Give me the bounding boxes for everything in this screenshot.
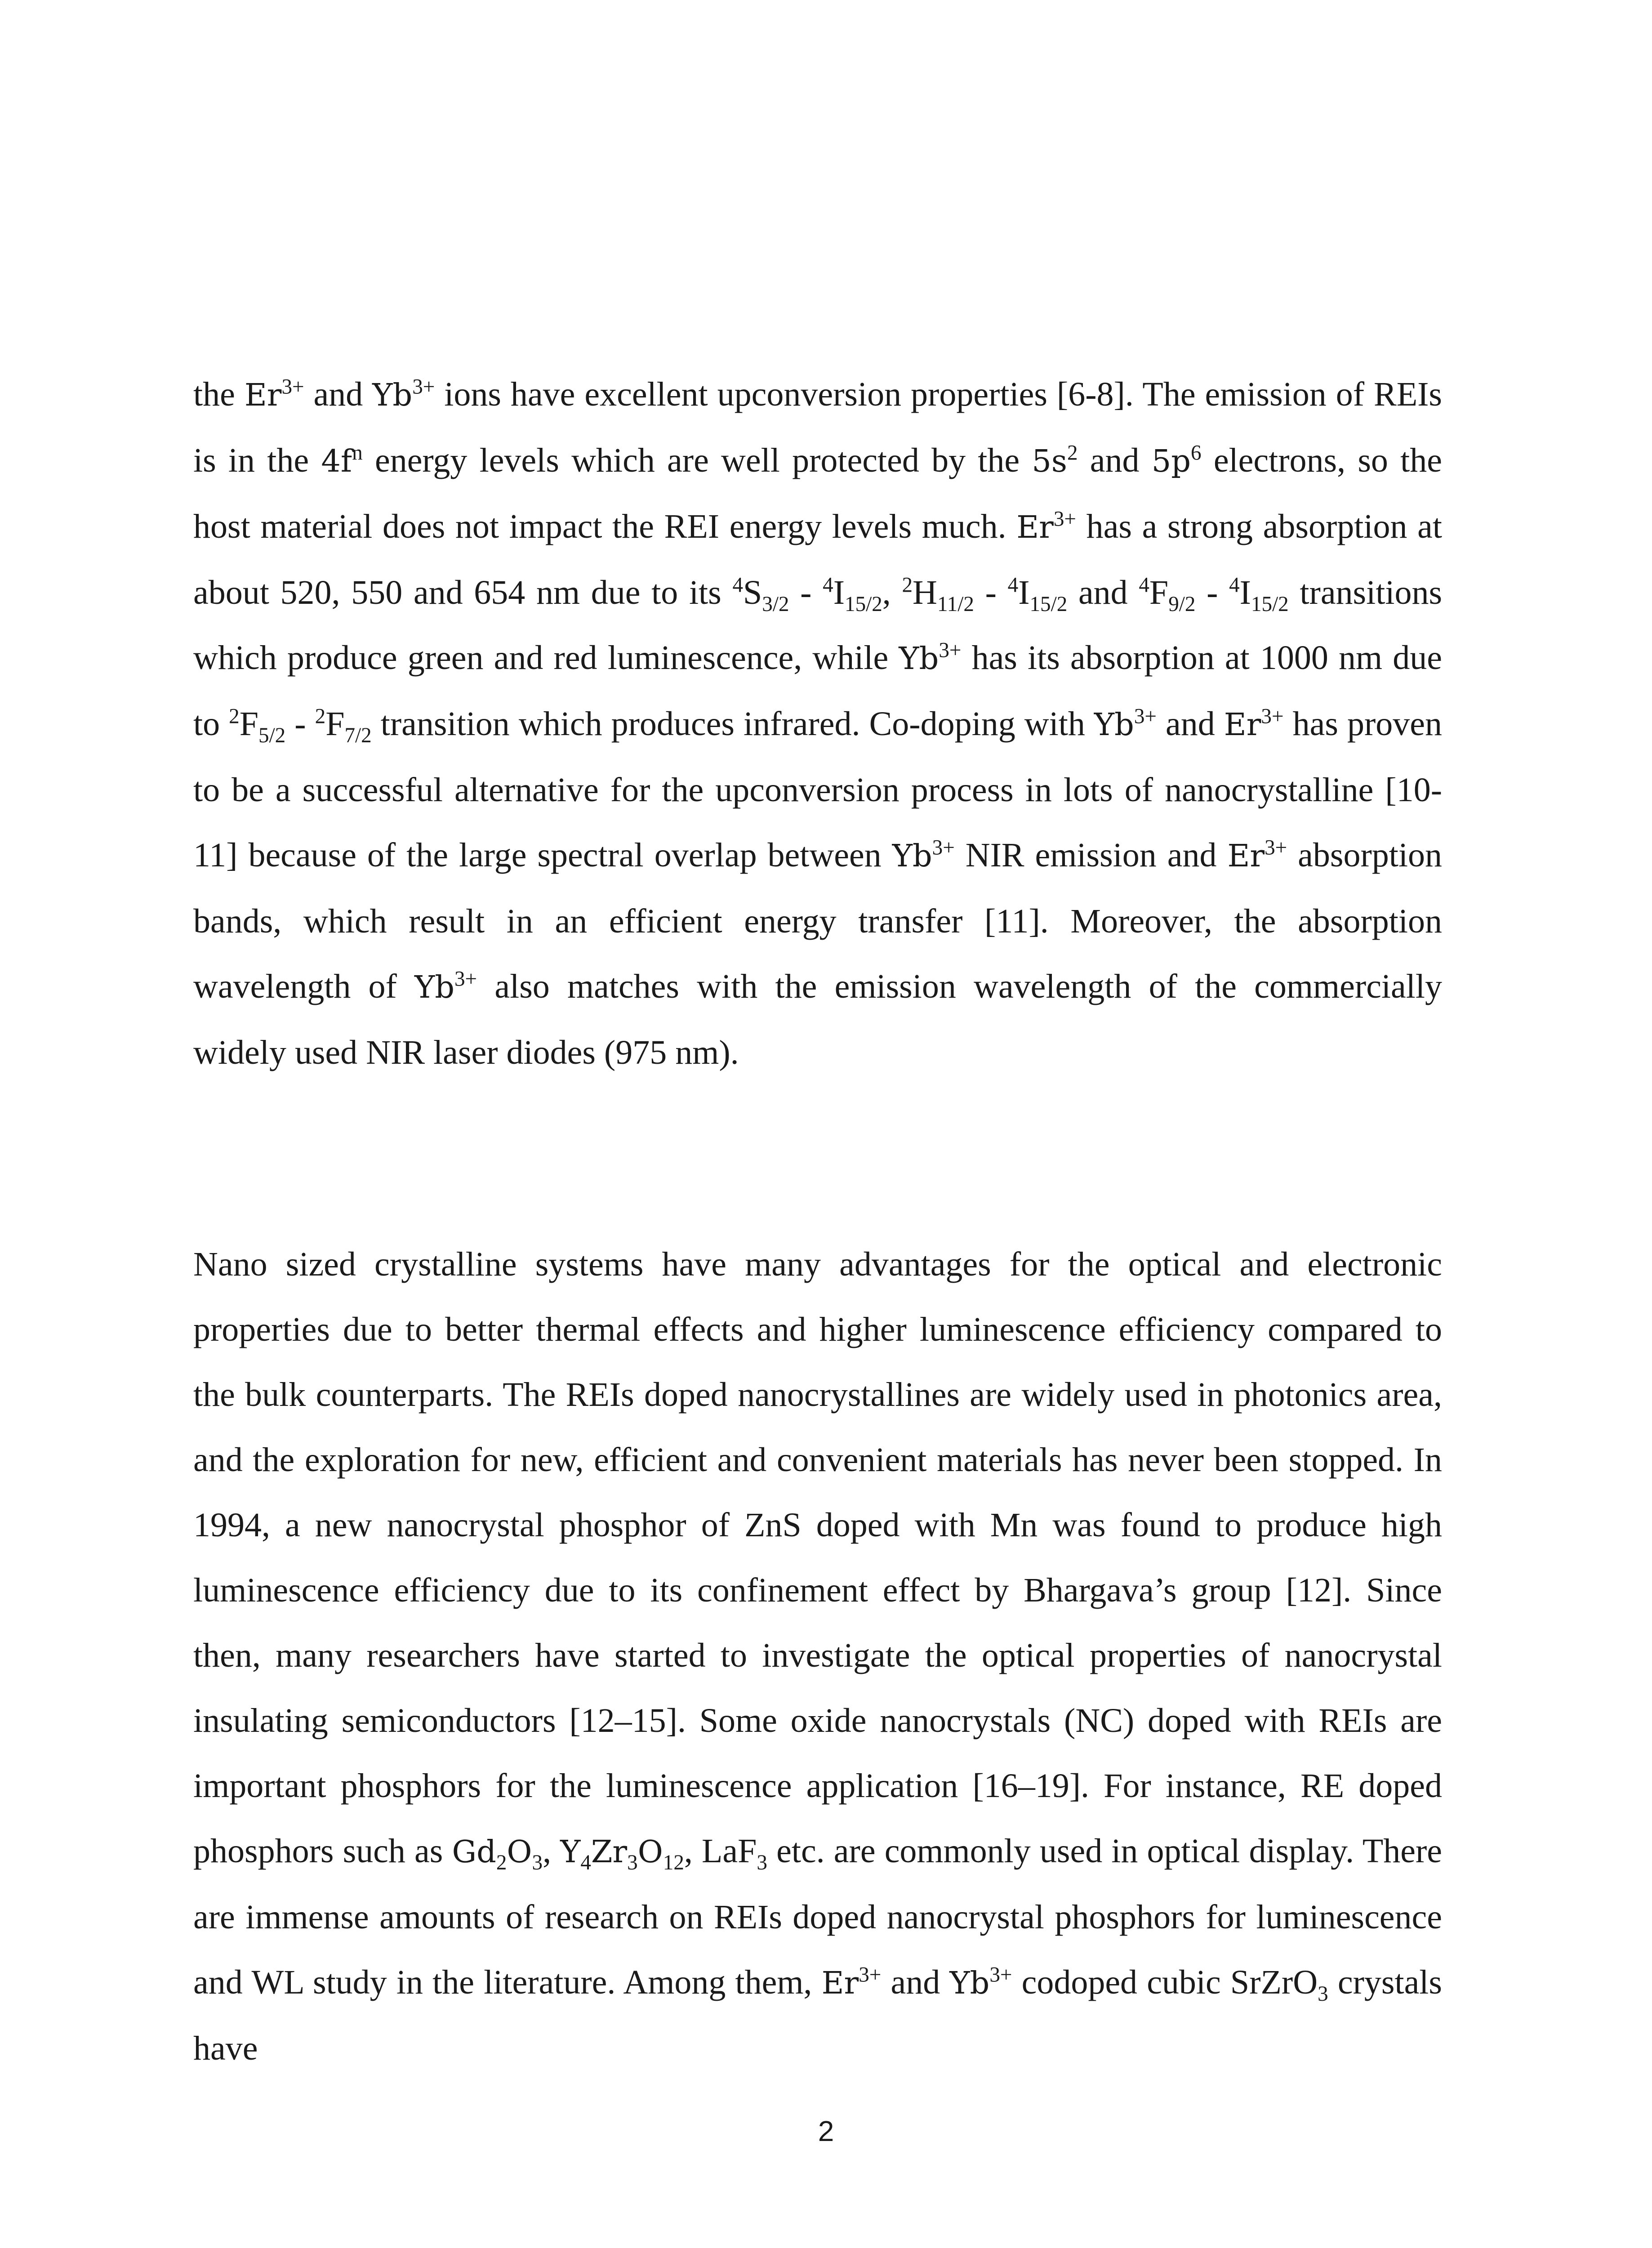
superscript: 4 (1007, 573, 1019, 597)
math-symbol: O (637, 1834, 663, 1870)
text-run: etc. are commonly used in optical display. There are immense amounts of research on REIs doped nanocrystal phosphors for luminescence and WL study in the literature. Among them, (193, 1832, 1443, 2001)
math-symbol: Er (1224, 707, 1261, 743)
subscript: 15/2 (845, 593, 882, 616)
text-run: has its absorption at 1000 nm due to (193, 639, 1442, 743)
subscript: 12 (663, 1851, 684, 1875)
superscript: 2 (1067, 441, 1078, 465)
text-run: I (833, 574, 845, 611)
text-run: and (1078, 442, 1152, 479)
text-run: crystals have (193, 1963, 1442, 2067)
superscript: 3+ (412, 375, 435, 399)
text-run: F (325, 705, 345, 743)
math-symbol: Yb (892, 839, 932, 874)
text-run: codoped cubic SrZrO (1012, 1963, 1318, 2001)
superscript: n (352, 441, 363, 465)
text-run: NIR emission and (954, 836, 1228, 874)
math-symbol: Yb (1094, 707, 1134, 743)
text-run: F (1149, 574, 1169, 611)
text-run: absorption bands, which result in an efficient energy transfer [11]. Moreover, the absorption wavelength of (193, 836, 1442, 1005)
text-run: I (1239, 574, 1251, 611)
superscript: 4 (823, 573, 833, 597)
text-run: and (1156, 705, 1224, 743)
superscript: 3+ (989, 1963, 1012, 1987)
subscript: 5/2 (258, 724, 286, 748)
subscript: 3 (1318, 1982, 1328, 2006)
text-run: , LaF (684, 1832, 757, 1870)
text-run: the (193, 375, 245, 413)
math-symbol: Er (244, 378, 282, 413)
superscript: 2 (229, 705, 240, 728)
text-run: transitions which produce green and red luminescence, while (193, 574, 1443, 677)
text-run: also matches with the emission wavelength of the commercially widely used NIR laser diodes (975 nm). (193, 968, 1442, 1071)
text-run: , (543, 1832, 561, 1870)
text-run: ions have excellent upconversion properties [6-8]. The emission of REIs is in the (193, 375, 1442, 479)
text-run: , (882, 574, 902, 611)
math-symbol: Er (821, 1966, 859, 2001)
body-paragraph-2 (193, 1232, 1442, 2081)
superscript: 3+ (1261, 705, 1284, 728)
text-run: - (789, 574, 823, 611)
text-run: - (974, 574, 1008, 611)
text-run: - (285, 705, 315, 743)
superscript: 2 (902, 573, 913, 597)
superscript: 6 (1191, 441, 1202, 465)
subscript: 15/2 (1029, 593, 1068, 616)
math-symbol: Yb (899, 641, 939, 677)
math-symbol: 5s (1032, 444, 1067, 479)
subscript: 3 (757, 1851, 767, 1875)
superscript: 4 (1229, 573, 1240, 597)
text-run: electrons, so the host material does not impact the REI energy levels much. (193, 442, 1443, 545)
text-run: and (881, 1963, 950, 2001)
text-run: and (304, 375, 373, 413)
math-symbol: O (507, 1834, 532, 1870)
subscript: 11/2 (937, 593, 974, 616)
math-symbol: Yb (372, 378, 413, 413)
superscript: 2 (315, 705, 326, 728)
text-run: has proven to be a successful alternative for the upconversion process in lots of nanocrystalline [10-11] because of the large spectral overlap between (193, 705, 1442, 874)
superscript: 3+ (932, 836, 955, 860)
text-run: F (239, 705, 259, 743)
math-symbol: 4f (321, 444, 352, 479)
page-number: 2 (818, 2115, 834, 2147)
math-symbol: Gd (452, 1834, 496, 1870)
superscript: 3+ (939, 638, 962, 662)
subscript: 3/2 (762, 593, 789, 616)
superscript: 4 (1139, 573, 1149, 597)
text-run: and (1067, 574, 1139, 611)
math-symbol: Zr (591, 1834, 628, 1870)
math-symbol: Yb (414, 970, 454, 1005)
superscript: 3+ (859, 1963, 882, 1987)
subscript: 4 (580, 1851, 591, 1875)
text-run: energy levels which are well protected by the (362, 442, 1032, 479)
subscript: 2 (496, 1851, 507, 1875)
text-run: Nano sized crystalline systems have many advantages for the optical and electronic properties due to better thermal effects and higher luminescence efficiency compared to the bulk counterparts. The REIs doped nanocrystallines are widely used in photonics area, and the exploration for new, efficient and convenient materials has never been stopped. In 1994, a new nanocrystal phosphor of ZnS doped with Mn was found to produce high luminescence efficiency due to its confinement effect by Bhargava’s group [12]. Since then, many researchers have started to investigate the optical properties of nanocrystal insulating semiconductors [12–15]. Some oxide nanocrystals (NC) doped with REIs are important phosphors for the luminescence application [16–19]. For instance, RE doped phosphors such as (193, 1245, 1442, 1870)
math-symbol: Y (560, 1834, 581, 1870)
superscript: 3+ (454, 967, 477, 991)
superscript: 4 (732, 573, 743, 597)
subscript: 3 (532, 1851, 543, 1875)
math-symbol: Er (1227, 839, 1265, 874)
text-run: S (743, 574, 762, 611)
text-run: has a strong absorption at about 520, 550 and 654 nm due to its (193, 508, 1442, 611)
body-paragraph-1 (193, 362, 1442, 1085)
text-run: H (913, 574, 937, 611)
math-symbol: 5p (1151, 444, 1191, 479)
subscript: 15/2 (1251, 593, 1289, 616)
math-symbol: Er (1016, 510, 1054, 545)
superscript: 3+ (1134, 705, 1157, 728)
subscript: 7/2 (344, 724, 372, 748)
subscript: 9/2 (1168, 593, 1196, 616)
superscript: 3+ (1053, 507, 1076, 531)
text-run: I (1018, 574, 1030, 611)
superscript: 3+ (1265, 836, 1287, 860)
text-run: - (1195, 574, 1229, 611)
math-symbol: Yb (949, 1966, 990, 2001)
subscript: 3 (627, 1851, 638, 1875)
superscript: 3+ (281, 375, 304, 399)
text-run: transition which produces infrared. Co-doping with (371, 705, 1094, 743)
